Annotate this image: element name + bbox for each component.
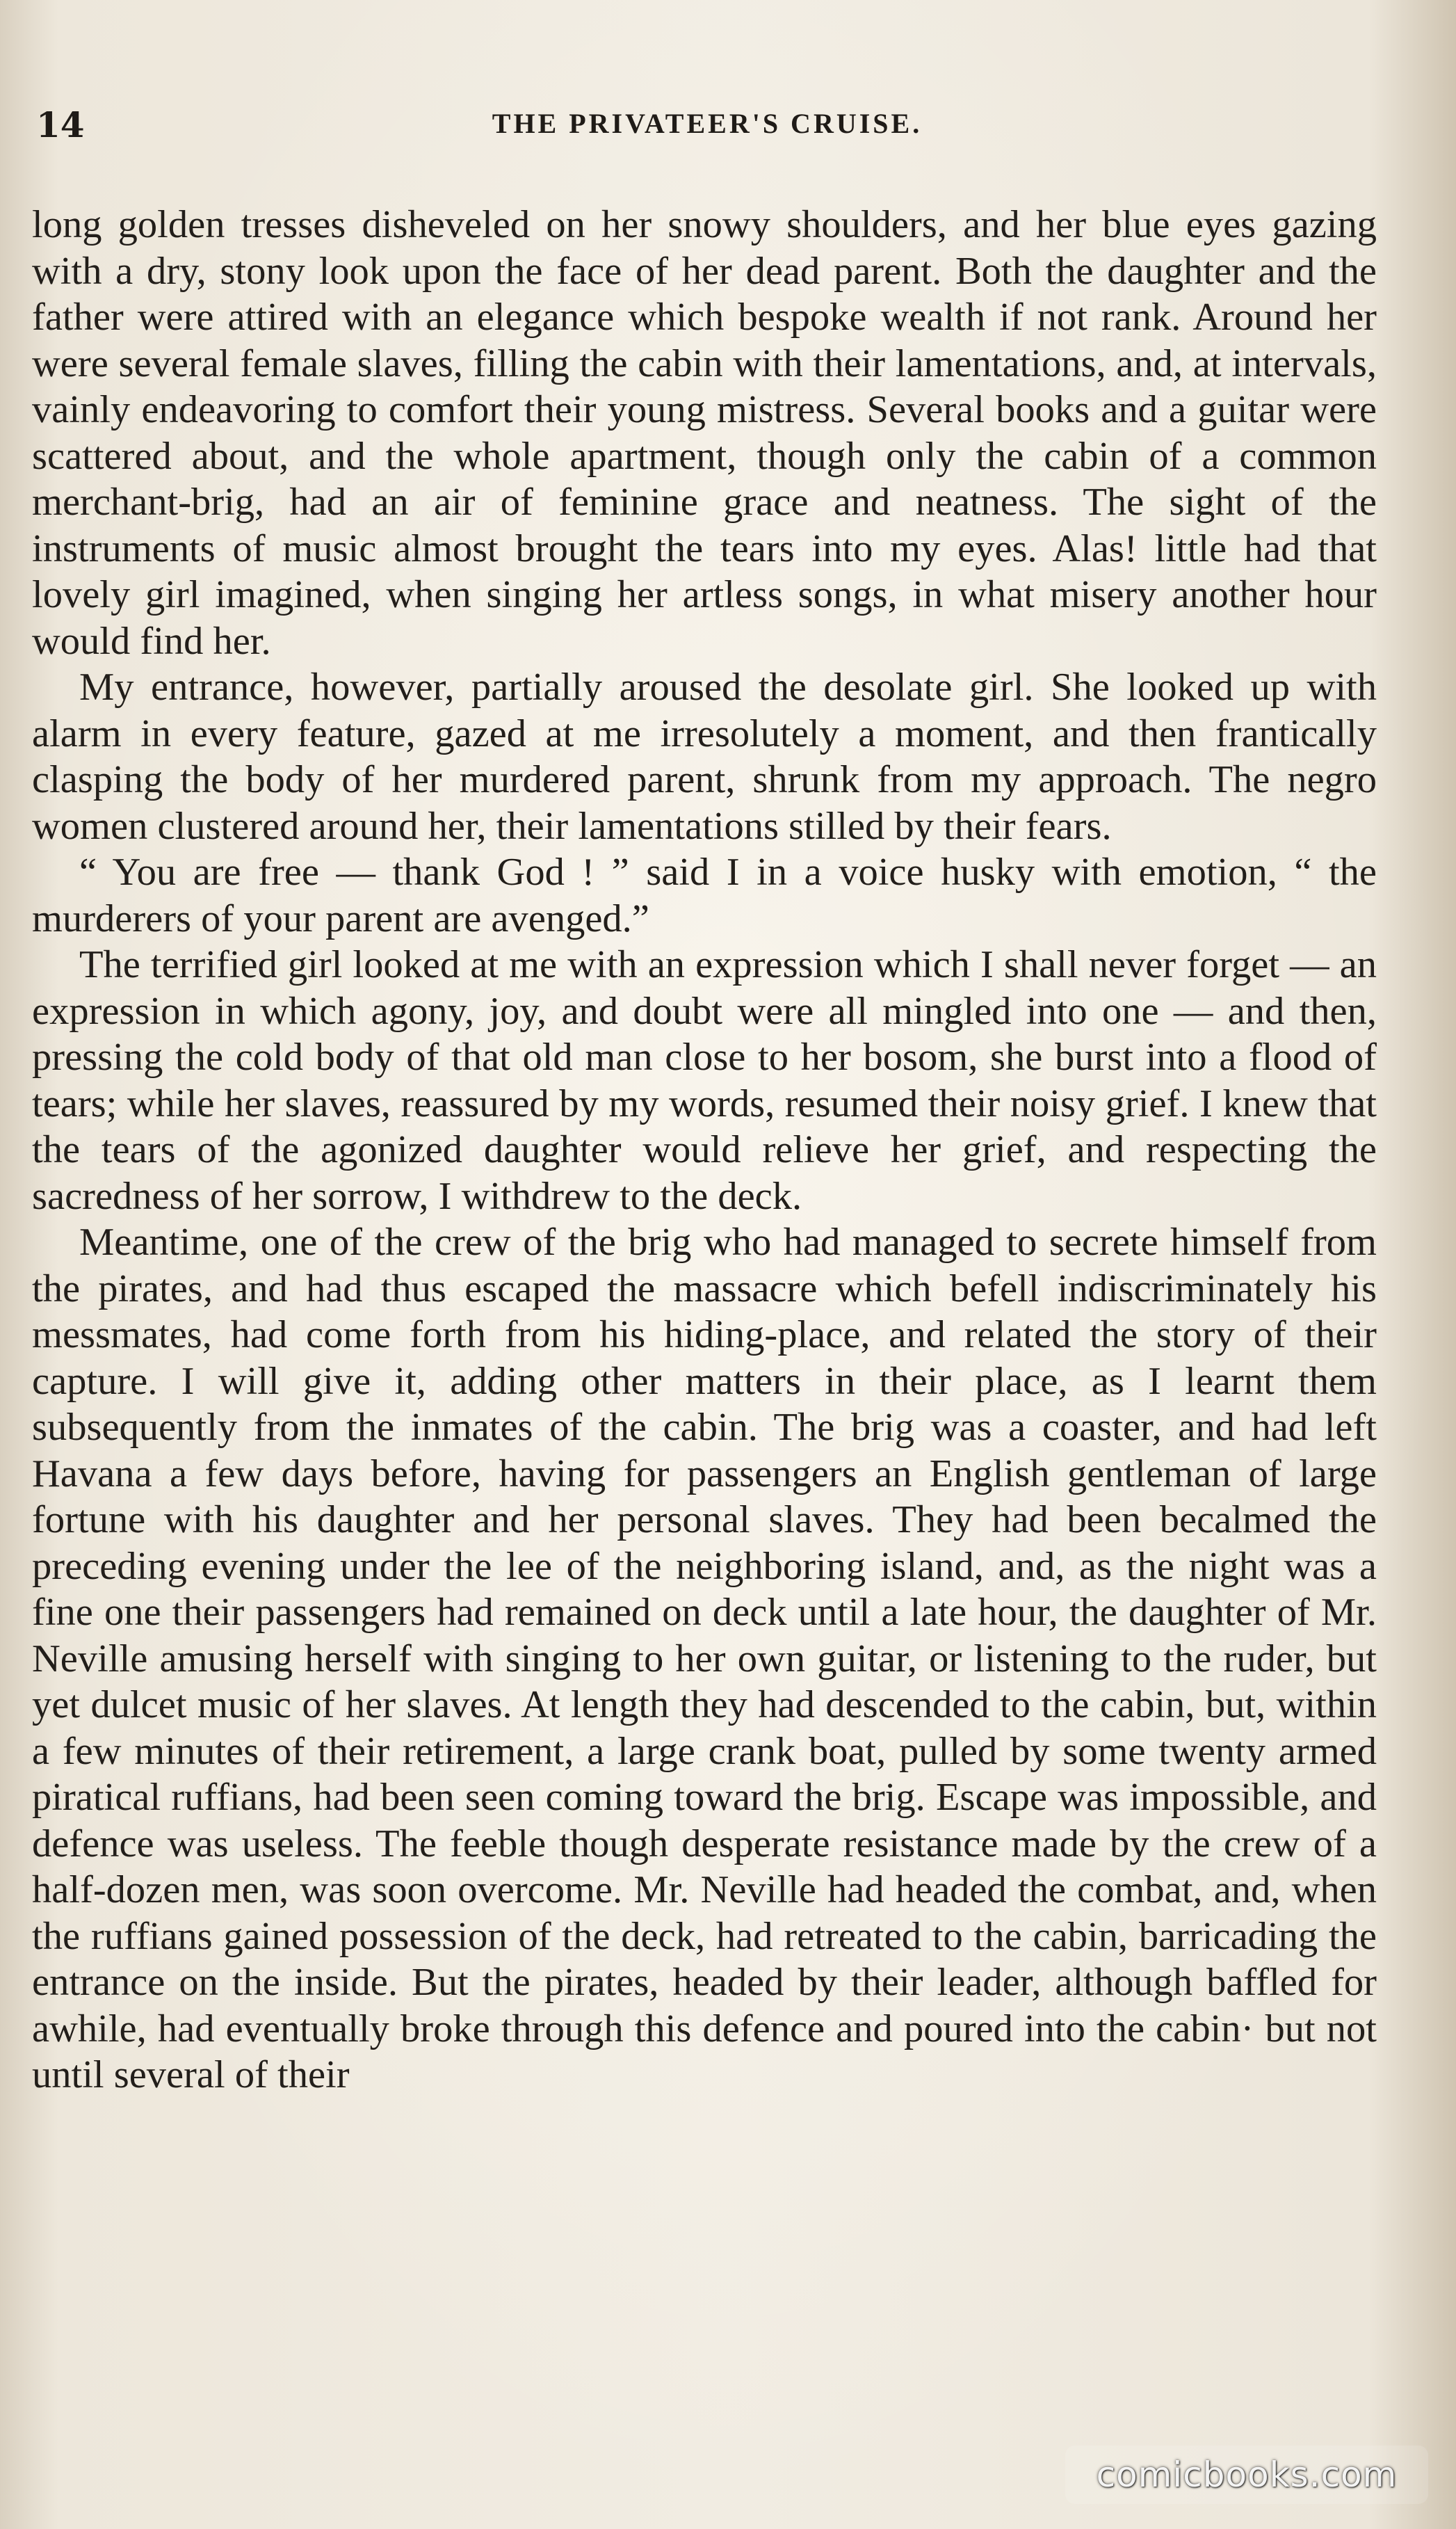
paragraph: “ You are free — thank God ! ” said I in a voice husky with emotion, “ the murderers of your parent are avenged.”: [32, 851, 1377, 940]
paragraph: Meantime, one of the crew of the brig who had managed to secrete himself from the pirates, and had thus escaped the massacre which befell indiscriminately his messmates, had come forth from his hiding-place, and related the story of their capture. I will give it, adding other matters in their place, as I learnt them subsequently from the inmates of the cabin. The brig was a coaster, and had left Havana a few days before, having for passengers an English gentleman of large fortune with his daughter and her personal slaves. They had been becalmed the preceding evening under the lee of the neighboring island, and, as the night was a fine one their passengers had remained on deck until a late hour, the daughter of Mr. Neville amusing herself with singing to her own guitar, or listening to the ruder, but yet dulcet music of her slaves. At length they had descended to the cabin, but, within a few minutes of their retirement, a large crank boat, pulled by some twenty armed piratical ruffians, had been seen coming toward the brig. Escape was impossible, and defence was useless. The feeble though desperate resistance made by the crew of a half-dozen men, was soon overcome. Mr. Neville had headed the combat, and, when the ruffians gained possession of the deck, had retreated to the cabin, barricading the entrance on the inside. But the pirates, headed by their leader, although baffled for awhile, had eventually broke through this defence and poured into the cabin· but not until several of their: [32, 1221, 1377, 2096]
paragraph: The terrified girl looked at me with an expression which I shall never forget — an expression in which agony, joy, and doubt were all mingled into one — and then, pressing the cold body of that old man close to her bosom, she burst into a flood of tears; while her slaves, reassured by my words, resumed their noisy grief. I knew that the tears of the agonized daughter would relieve her grief, and respecting the sacredness of her sorrow, I withdrew to the deck.: [32, 943, 1377, 1218]
paragraph: My entrance, however, partially aroused the desolate girl. She looked up with alarm in every feature, gazed at me irresolutely a moment, and then frantically clasping the body of her murdered parent, shrunk from my approach. The negro women clustered around her, their lamentations stilled by their fears.: [32, 666, 1377, 848]
page-number: 14: [36, 104, 85, 145]
running-title: THE PRIVATEER'S CRUISE.: [492, 108, 923, 139]
paragraph: long golden tresses disheveled on her snowy shoulders, and her blue eyes gazing with a dry, stony look upon the face of her dead parent. Both the daughter and the father were attired with an elegance which bespoke wealth if not rank. Around her were several female slaves, filling the cabin with their lamentations, and, at intervals, vainly endeavoring to comfort their young mistress. Several books and a guitar were scattered about, and the whole apartment, though only the cabin of a common merchant-brig, had an air of feminine grace and neatness. The sight of the instruments of music almost brought the tears into my eyes. Alas! little had that lovely girl imagined, when singing her artless songs, in what misery another hour would find her.: [32, 203, 1377, 663]
body-text: [32, 202, 1377, 2476]
watermark: comicbooks.com: [1065, 2446, 1428, 2504]
running-head: [36, 104, 1378, 153]
